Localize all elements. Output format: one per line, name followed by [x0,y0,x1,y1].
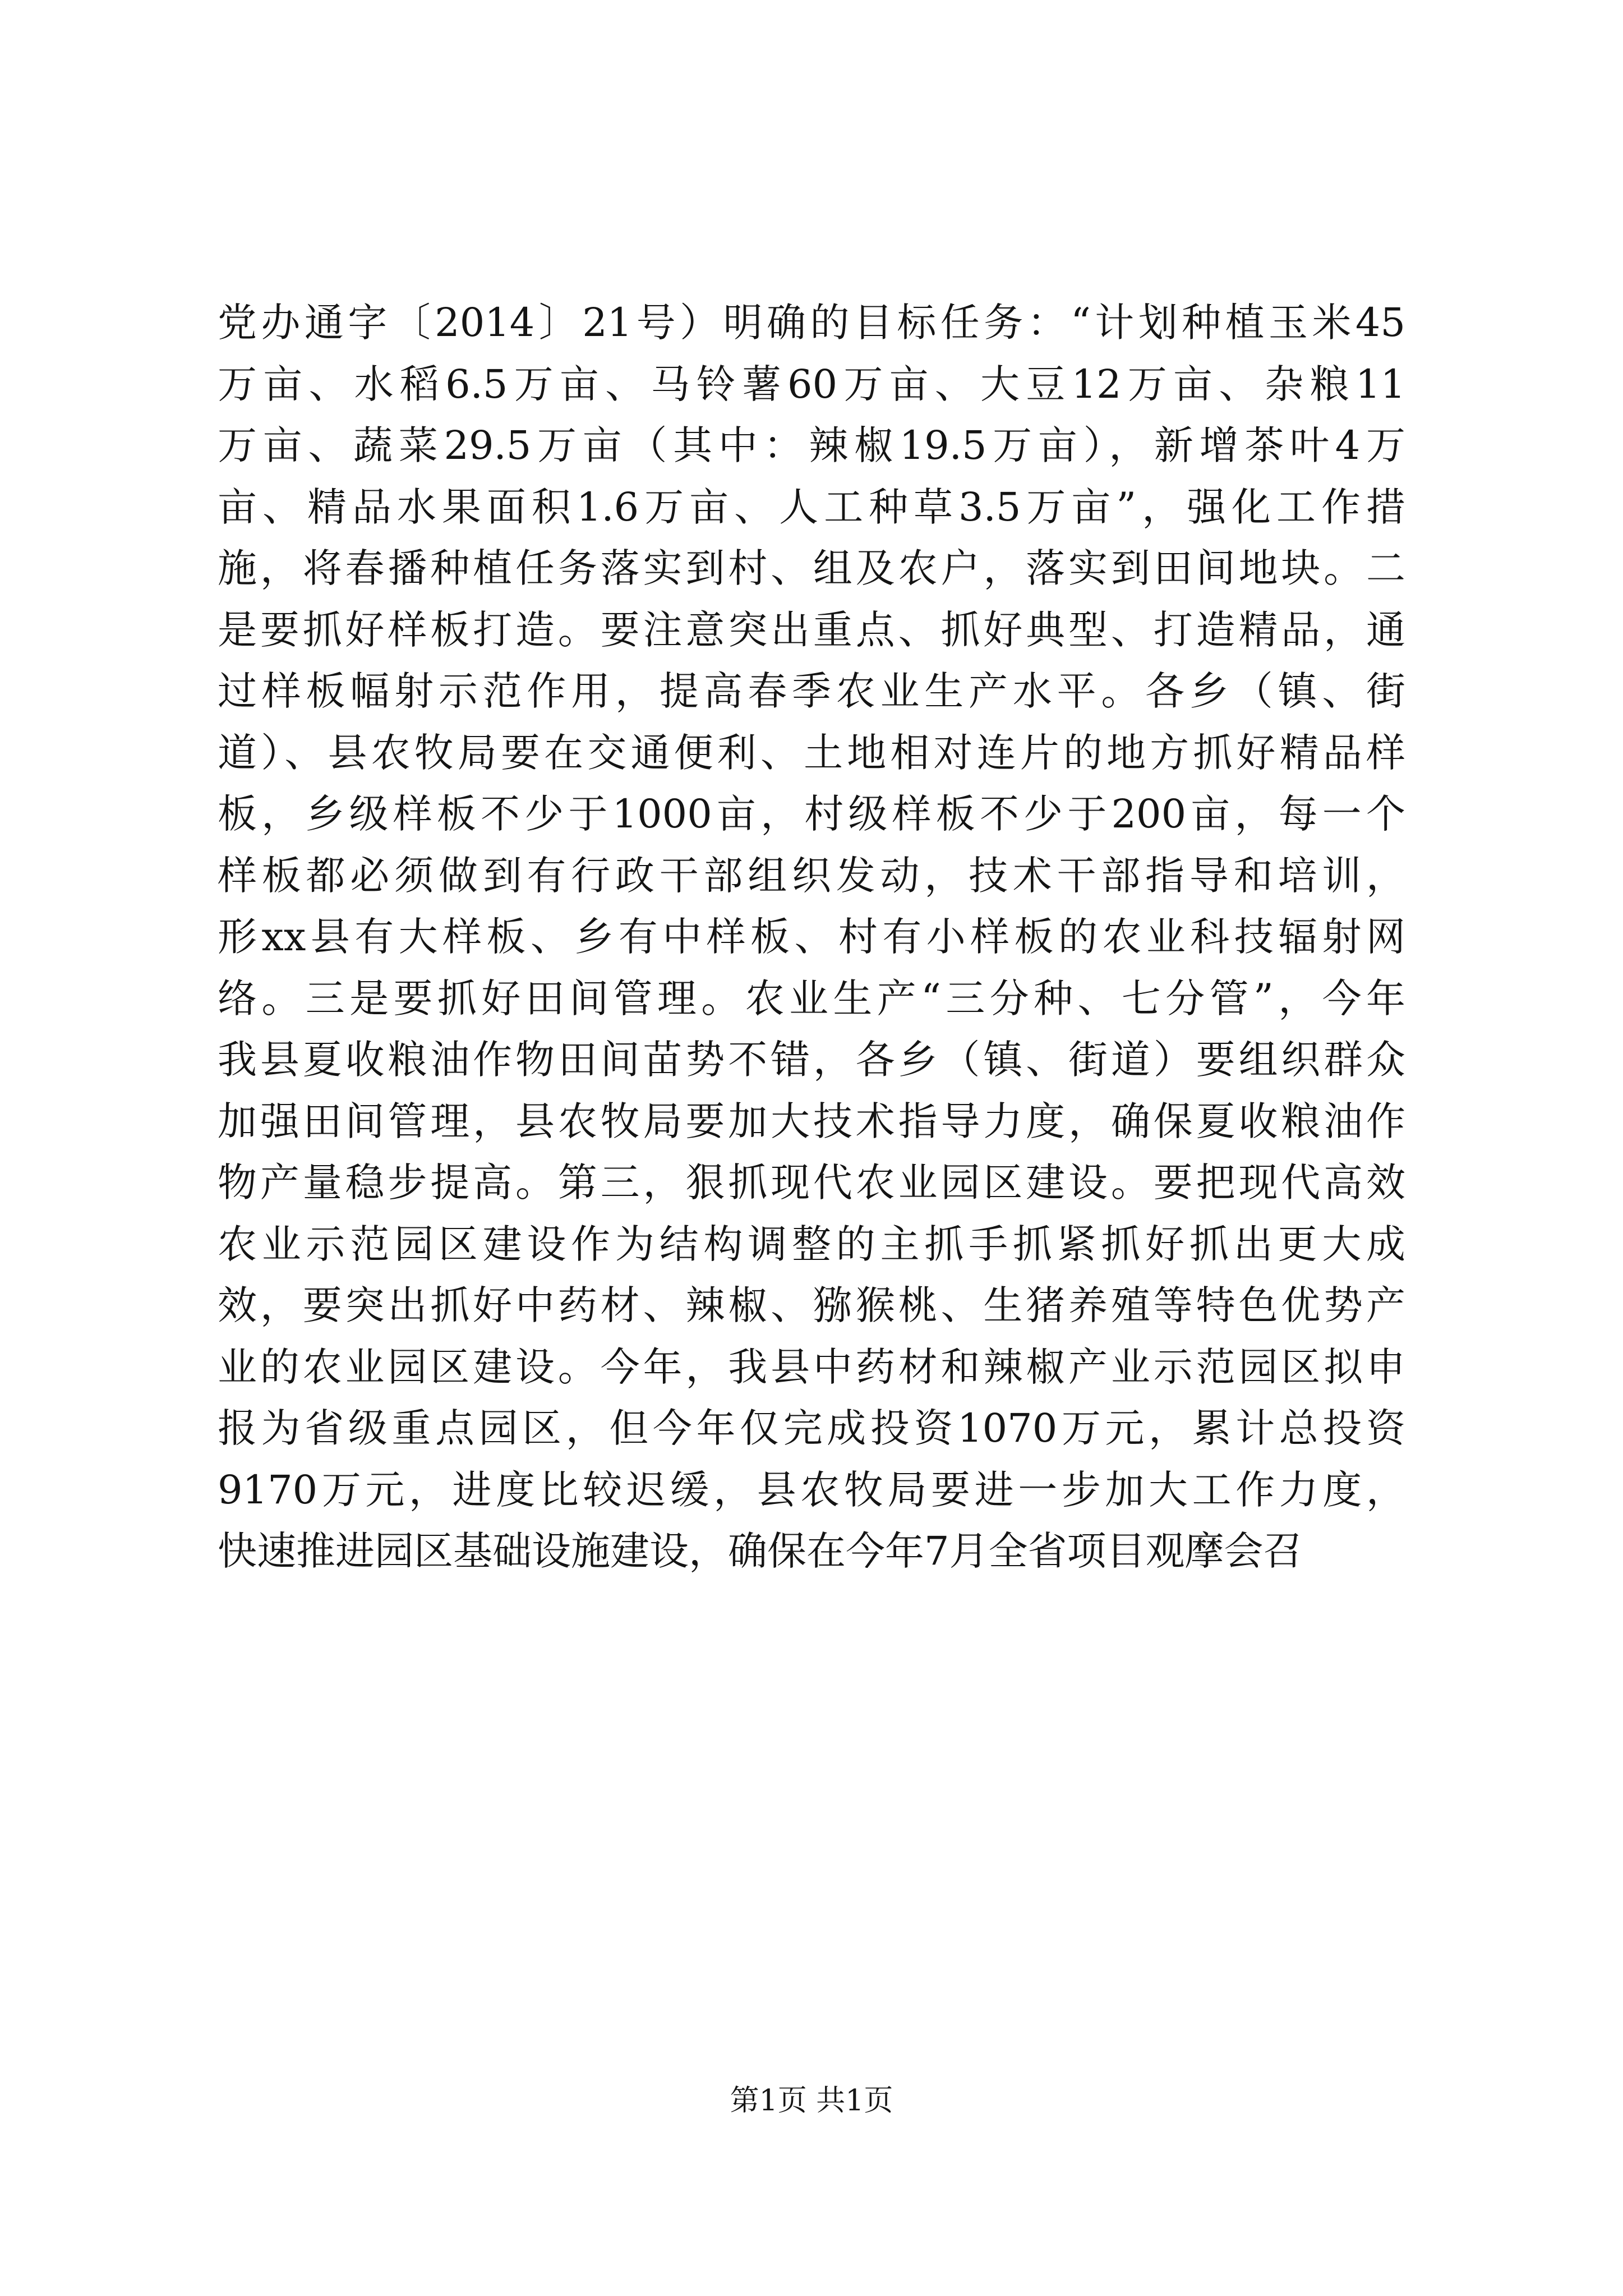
text-line: 万亩、水稻6.5万亩、马铃薯60万亩、大豆12万亩、杂粮11 [218,361,1405,407]
page-footer: 第1页 共1页 [730,2084,893,2118]
text-line: 是要抓好样板打造。要注意突出重点、抓好典型、打造精品，通 [218,606,1405,653]
text-line: 我县夏收粮油作物田间苗势不错，各乡（镇、街道）要组织群众 [218,1037,1405,1083]
text-line: 党办通字〔2014〕21号）明确的目标任务：“计划种植玉米45 [218,300,1405,346]
text-line: 过样板幅射示范作用，提高春季农业生产水平。各乡（镇、街 [218,668,1405,714]
text-line: 板，乡级样板不少于1000亩，村级样板不少于200亩，每一个 [218,791,1405,837]
text-line: 快速推进园区基础设施建设，确保在今年7月全省项目观摩会召 [218,1528,1303,1574]
text-line: 报为省级重点园区，但今年仅完成投资1070万元，累计总投资 [218,1405,1405,1451]
text-line: 亩、精品水果面积1.6万亩、人工种草3.5万亩”，强化工作措 [218,484,1405,530]
text-line: 9170万元，进度比较迟缓，县农牧局要进一步加大工作力度， [218,1466,1405,1513]
text-line: 道）、县农牧局要在交通便利、土地相对连片的地方抓好精品样 [218,729,1405,776]
text-line: 效，要突出抓好中药材、辣椒、猕猴桃、生猪养殖等特色优势产 [218,1282,1405,1328]
text-line: 物产量稳步提高。第三，狠抓现代农业园区建设。要把现代高效 [218,1159,1405,1205]
text-line: 形xx县有大样板、乡有中样板、村有小样板的农业科技辐射网 [218,914,1405,960]
text-line: 施，将春播种植任务落实到村、组及农户，落实到田间地块。二 [218,545,1405,591]
body-text [218,292,1405,1582]
text-line: 加强田间管理，县农牧局要加大技术指导力度，确保夏收粮油作 [218,1098,1405,1144]
text-line: 农业示范园区建设作为结构调整的主抓手抓紧抓好抓出更大成 [218,1221,1405,1267]
text-line: 络。三是要抓好田间管理。农业生产“三分种、七分管”，今年 [218,975,1405,1022]
text-line: 样板都必须做到有行政干部组织发动，技术干部指导和培训， [218,852,1405,899]
text-line: 业的农业园区建设。今年，我县中药材和辣椒产业示范园区拟申 [218,1343,1405,1390]
text-line: 万亩、蔬菜29.5万亩（其中：辣椒19.5万亩），新增茶叶4万 [218,422,1405,468]
